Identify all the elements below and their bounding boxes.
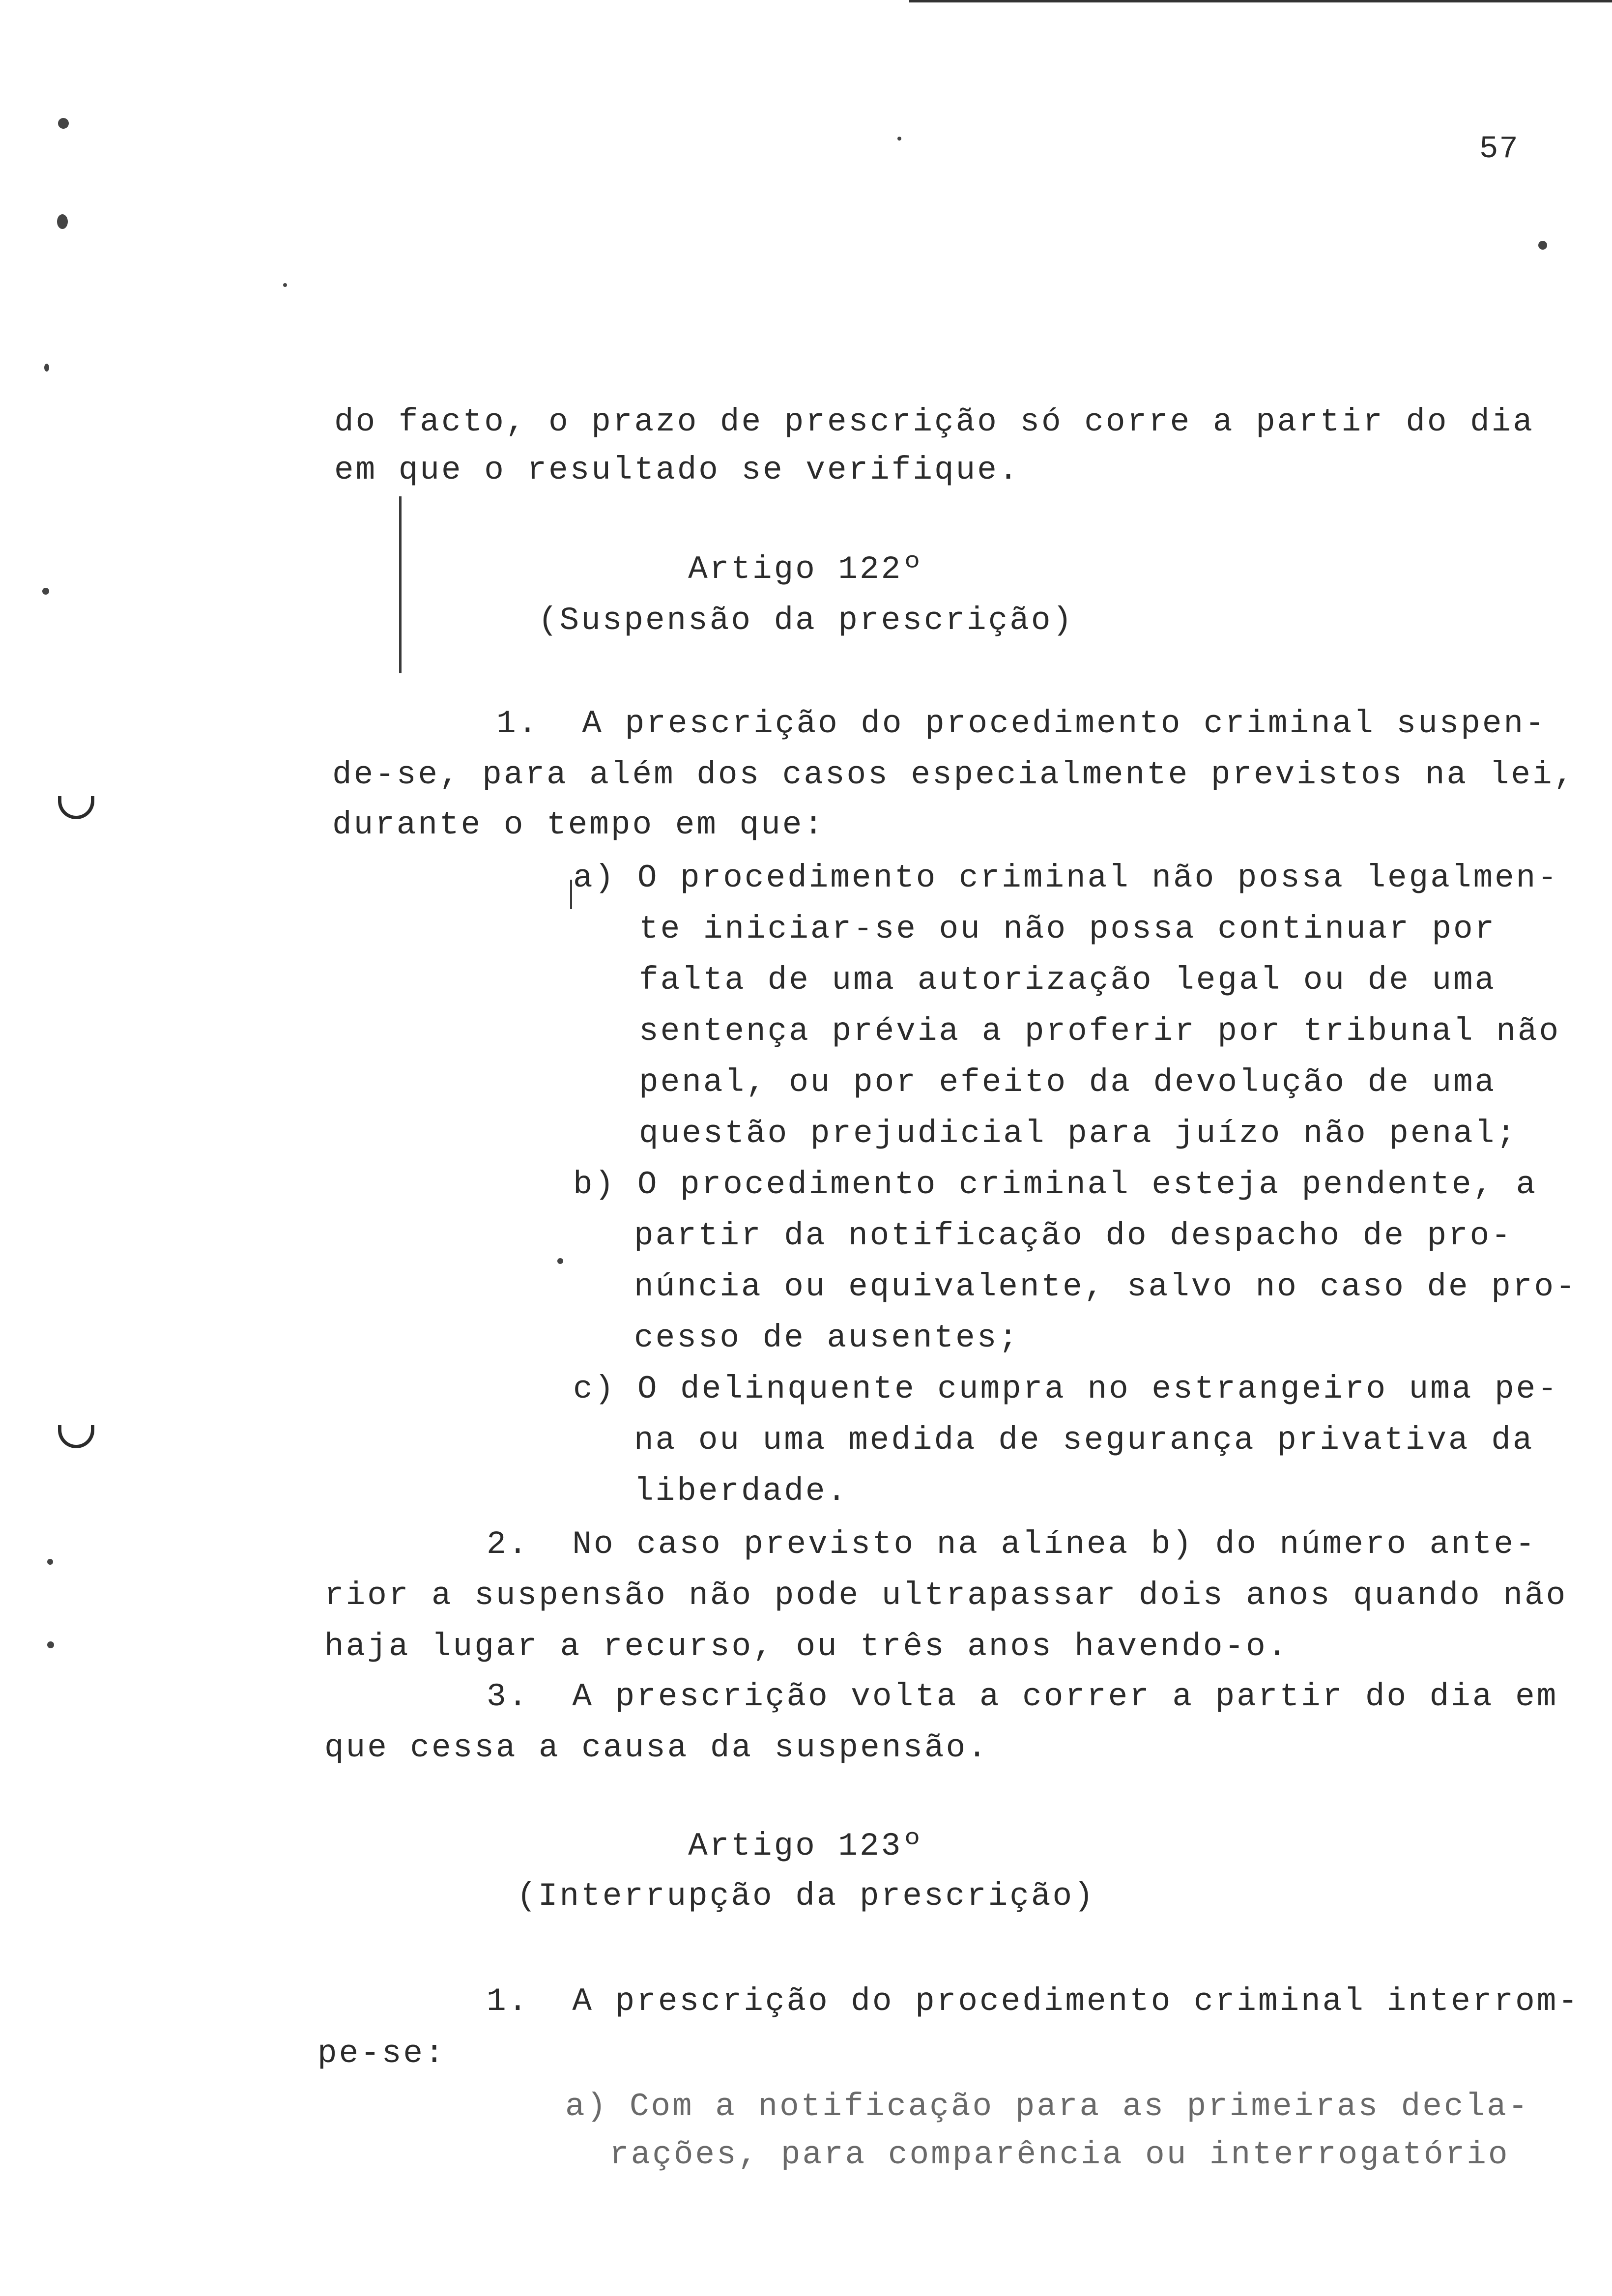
art122-item-b-line-2: partir da notificação do despacho de pro- bbox=[634, 1217, 1513, 1254]
art122-item-c-line-1: c) O delinquente cumpra no estrangeiro uma pe- bbox=[573, 1371, 1559, 1407]
scan-speck bbox=[57, 214, 68, 229]
art123-para1-line-1: 1. A prescrição do procedimento criminal interrom- bbox=[487, 1983, 1580, 2020]
scan-mark bbox=[58, 796, 94, 819]
art122-item-b-line-4: cesso de ausentes; bbox=[634, 1320, 1020, 1356]
article-123-heading: Artigo 123º bbox=[688, 1828, 924, 1865]
scan-speck bbox=[42, 588, 49, 595]
article-122-heading: Artigo 122º bbox=[688, 551, 924, 588]
art122-para1-line-2: de-se, para além dos casos especialmente previstos na lei, bbox=[332, 756, 1576, 793]
art122-para1-line-3: durante o tempo em que: bbox=[332, 806, 825, 843]
item-a-margin-mark bbox=[570, 880, 572, 909]
scan-speck bbox=[557, 1258, 563, 1264]
art122-para2-line-3: haja lugar a recurso, ou três anos havendo-o. bbox=[324, 1628, 1289, 1665]
art122-item-a-line-2: te iniciar-se ou não possa continuar por bbox=[639, 911, 1497, 947]
art123-para1-line-2: pe-se: bbox=[317, 2035, 446, 2072]
carryover-line-2: em que o resultado se verifique. bbox=[334, 452, 1020, 488]
art122-para3-line-1: 3. A prescrição volta a correr a partir do dia em bbox=[487, 1678, 1558, 1715]
scan-speck bbox=[44, 364, 49, 372]
art122-item-a-line-1: a) O procedimento criminal não possa legalmen- bbox=[573, 860, 1559, 896]
scan-speck bbox=[47, 1559, 53, 1565]
art122-para2-line-2: rior a suspensão não pode ultrapassar dois anos quando não bbox=[324, 1577, 1568, 1614]
art122-item-b-line-3: núncia ou equivalente, salvo no caso de pro- bbox=[634, 1268, 1577, 1305]
art123-item-a-line-1: a) Com a notificação para as primeiras decla- bbox=[565, 2088, 1530, 2125]
art122-item-c-line-3: liberdade. bbox=[634, 1473, 849, 1510]
art122-para3-line-2: que cessa a causa da suspensão. bbox=[324, 1729, 989, 1766]
art122-item-a-line-3: falta de uma autorização legal ou de uma bbox=[639, 962, 1497, 999]
art123-item-a-line-2: rações, para comparência ou interrogatório bbox=[609, 2136, 1510, 2173]
art122-item-a-line-4: sentença prévia a proferir por tribunal não bbox=[639, 1013, 1561, 1050]
art122-item-c-line-2: na ou uma medida de segurança privativa da bbox=[634, 1422, 1534, 1459]
scan-speck bbox=[47, 1641, 54, 1648]
page-number: 57 bbox=[1479, 132, 1519, 167]
top-edge-rule bbox=[909, 0, 1612, 2]
scan-mark bbox=[58, 1425, 94, 1448]
art122-item-a-line-5: penal, ou por efeito da devolução de uma bbox=[639, 1064, 1497, 1101]
article-122-subheading: (Suspensão da prescrição) bbox=[538, 602, 1074, 639]
art122-item-a-line-6: questão prejudicial para juízo não penal; bbox=[639, 1115, 1518, 1152]
article-123-subheading: (Interrupção da prescrição) bbox=[517, 1878, 1095, 1915]
scan-speck bbox=[897, 137, 901, 141]
art122-para1-line-1: 1. A prescrição do procedimento criminal suspen- bbox=[496, 705, 1547, 742]
scan-speck bbox=[58, 118, 69, 129]
scan-speck bbox=[1538, 241, 1547, 250]
scan-speck bbox=[283, 283, 287, 287]
carryover-line-1: do facto, o prazo de prescrição só corre a partir do dia bbox=[334, 403, 1534, 440]
art122-item-b-line-1: b) O procedimento criminal esteja pendente, a bbox=[573, 1166, 1538, 1203]
art122-para2-line-1: 2. No caso previsto na alínea b) do número ante- bbox=[487, 1526, 1537, 1563]
